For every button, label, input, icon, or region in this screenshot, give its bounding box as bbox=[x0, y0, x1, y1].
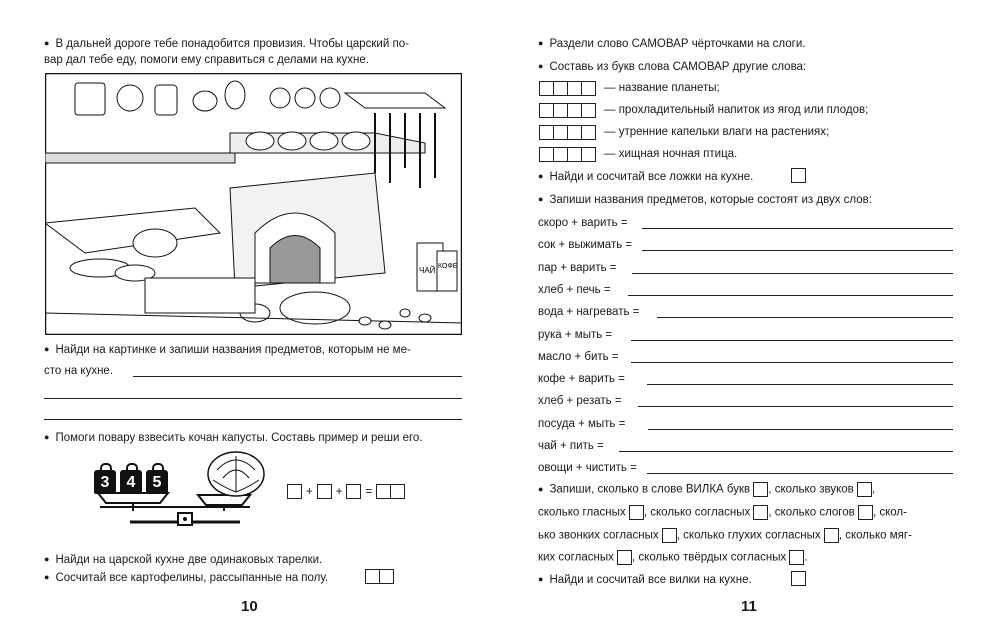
compound-answer-line[interactable] bbox=[647, 384, 953, 385]
hard-box[interactable] bbox=[789, 550, 804, 565]
vilka-p8: , сколько глухих согласных bbox=[676, 529, 821, 542]
word-cells-4[interactable] bbox=[539, 147, 595, 162]
intro-line-2: вар дал тебе еду, помоги ему справиться с делами на кухне. bbox=[44, 54, 369, 66]
compound-label: посуда + мыть = bbox=[538, 417, 626, 430]
compound-answer-line[interactable] bbox=[648, 429, 953, 430]
compound-answer-line[interactable] bbox=[628, 295, 953, 296]
vilka-p9: , сколько мяг- bbox=[838, 529, 912, 542]
compound-answer-line[interactable] bbox=[647, 473, 953, 474]
word-cells-3[interactable] bbox=[539, 125, 595, 140]
intro-line-1: ● В дальней дороге тебе понадобится провизия. Чтобы царский по- bbox=[44, 37, 409, 52]
coffee-jar-label: КОФЕ bbox=[438, 263, 458, 270]
compound-answer-line[interactable] bbox=[632, 273, 953, 274]
answer-line-1[interactable] bbox=[133, 376, 462, 377]
weight-5: 5 bbox=[146, 470, 168, 494]
letters-box[interactable] bbox=[753, 482, 768, 497]
compound-label: овощи + чистить = bbox=[538, 462, 637, 475]
right-page bbox=[500, 0, 1000, 634]
words-question: ● Составь из букв слова САМОВАР другие слова: bbox=[538, 60, 806, 75]
forks-question: ● Найди и сосчитай все вилки на кухне. bbox=[538, 573, 752, 588]
equation-result[interactable] bbox=[376, 484, 405, 499]
answer-line-3[interactable] bbox=[44, 419, 462, 420]
vilka-p1: Запиши, сколько в слове ВИЛКА букв bbox=[549, 483, 751, 496]
compound-answer-line[interactable] bbox=[631, 340, 953, 341]
voiced-box[interactable] bbox=[662, 528, 677, 543]
vilka-p3: сколько гласных bbox=[538, 506, 626, 519]
compound-answer-line[interactable] bbox=[619, 451, 953, 452]
weight-4: 4 bbox=[120, 470, 142, 494]
equals-sign: = bbox=[365, 485, 373, 498]
consonants-box[interactable] bbox=[753, 505, 768, 520]
equation-box-2[interactable] bbox=[317, 484, 332, 499]
vilka-p10: ких согласных bbox=[538, 551, 614, 564]
compound-label: хлеб + печь = bbox=[538, 283, 611, 296]
weight-3: 3 bbox=[94, 470, 116, 494]
vilka-p12: . bbox=[804, 551, 808, 564]
vilka-p2: , сколько звуков bbox=[768, 483, 854, 496]
plates-question: ● Найди на царской кухне две одинаковых тарелки. bbox=[44, 553, 322, 568]
vilka-text-3 bbox=[538, 528, 912, 544]
page-number-left: 10 bbox=[241, 598, 258, 615]
spoons-question: ● Найди и сосчитай все ложки на кухне. bbox=[538, 170, 753, 185]
weigh-question: ● Помоги повару взвесить кочан капусты. Составь пример и реши его. bbox=[44, 431, 423, 446]
compound-label: вода + нагревать = bbox=[538, 306, 640, 319]
compound-label: сок + выжимать = bbox=[538, 239, 633, 252]
compound-answer-line[interactable] bbox=[642, 228, 953, 229]
compound-label: скоро + варить = bbox=[538, 217, 628, 229]
vilka-p7: ько звонких согласных bbox=[538, 529, 659, 542]
forks-answer-box[interactable] bbox=[791, 571, 806, 586]
word-task-2: — прохладительный напиток из ягод или плодов; bbox=[604, 104, 869, 116]
compound-answer-line[interactable] bbox=[642, 250, 953, 251]
equation-box-1[interactable] bbox=[287, 484, 302, 499]
misplaced-question-2: сто на кухне. bbox=[44, 365, 114, 377]
potatoes-answer[interactable] bbox=[365, 569, 394, 584]
misplaced-question-1: ● Найди на картинке и запиши названия предметов, которым не ме- bbox=[44, 343, 411, 358]
compound-label: кофе + варить = bbox=[538, 373, 625, 386]
word-task-4: — хищная ночная птица. bbox=[604, 148, 738, 160]
compound-label: пар + варить = bbox=[538, 261, 617, 274]
plus-sign-1: + bbox=[306, 485, 313, 498]
potatoes-question: ● Сосчитай все картофелины, рассыпанные на полу. bbox=[44, 571, 328, 586]
word-cells-2[interactable] bbox=[539, 103, 595, 118]
plus-sign-2: + bbox=[335, 485, 343, 498]
voiceless-box[interactable] bbox=[824, 528, 839, 543]
compound-answer-line[interactable] bbox=[657, 317, 953, 318]
compound-answer-line[interactable] bbox=[631, 362, 953, 363]
vilka-p11: , сколько твёрдых согласных bbox=[632, 551, 787, 564]
vilka-p6: , скол- bbox=[872, 506, 907, 519]
word-task-1: — название планеты; bbox=[604, 82, 720, 94]
compound-answer-line[interactable] bbox=[638, 406, 953, 407]
syllables-question: ● Раздели слово САМОВАР чёрточками на слоги. bbox=[538, 37, 805, 52]
compound-label: хлеб + резать = bbox=[538, 395, 622, 408]
compound-label: чай + пить = bbox=[538, 440, 604, 452]
sounds-box[interactable] bbox=[857, 482, 872, 497]
compound-question: ● Запиши названия предметов, которые состоят из двух слов: bbox=[538, 193, 872, 208]
compound-label: рука + мыть = bbox=[538, 328, 613, 341]
answer-line-2[interactable] bbox=[44, 398, 462, 399]
weights bbox=[94, 470, 168, 494]
tea-jar-label: ЧАЙ bbox=[419, 266, 436, 275]
equation-box-3[interactable] bbox=[346, 484, 361, 499]
compound-label: масло + бить = bbox=[538, 350, 619, 363]
page-number-right: 11 bbox=[741, 598, 757, 615]
syllables-box[interactable] bbox=[858, 505, 873, 520]
vilka-p5: , сколько слогов bbox=[768, 506, 855, 519]
vilka-text-2 bbox=[538, 505, 907, 521]
spoons-answer-box[interactable] bbox=[791, 168, 806, 183]
cabbage-icon bbox=[205, 448, 267, 498]
word-cells-1[interactable] bbox=[539, 81, 595, 96]
vowels-box[interactable] bbox=[629, 505, 644, 520]
vilka-text-4 bbox=[538, 550, 808, 566]
soft-box[interactable] bbox=[617, 550, 632, 565]
word-task-3: — утренние капельки влаги на растениях; bbox=[604, 126, 830, 138]
weigh-equation bbox=[287, 484, 405, 499]
vilka-p4: , сколько согласных bbox=[643, 506, 751, 519]
kitchen-illustration bbox=[45, 73, 462, 335]
vilka-text-1: ● Запиши, сколько в слове ВИЛКА букв , сколько звуков , bbox=[538, 482, 875, 498]
